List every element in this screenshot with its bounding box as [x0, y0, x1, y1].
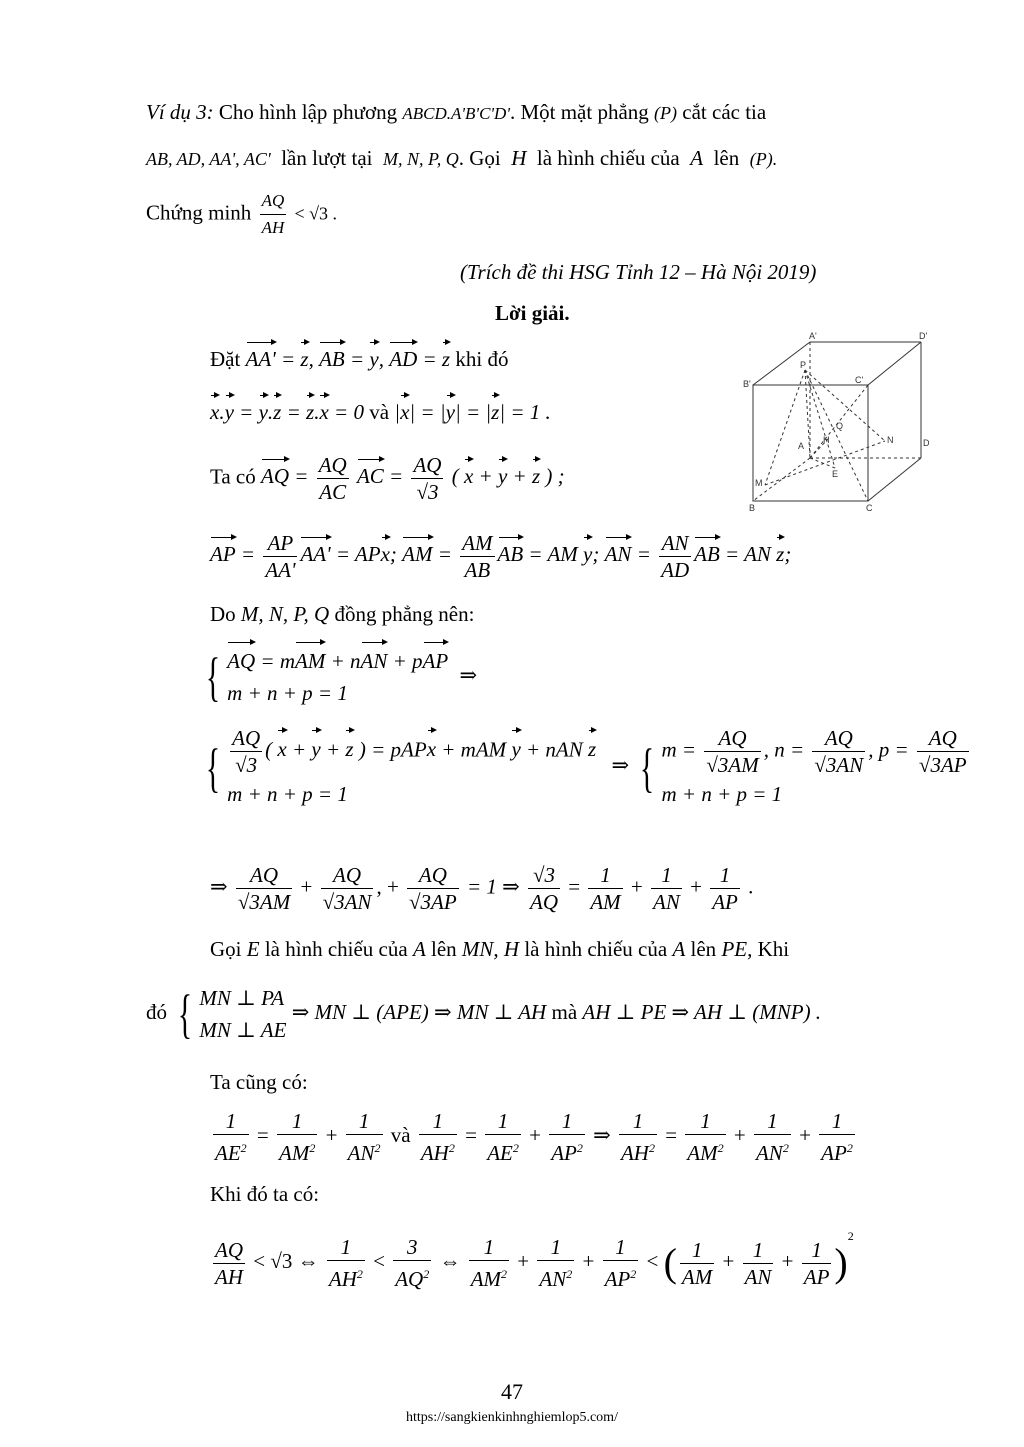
- step-text: lên: [431, 937, 457, 961]
- step-text: Ta có: [210, 464, 256, 489]
- label-a-prime: A': [809, 331, 817, 341]
- cube-name: ABCD.A'B'C'D': [402, 104, 510, 123]
- cube-figure: [735, 325, 935, 515]
- plane-name: (P): [654, 103, 678, 123]
- step-text: đó: [146, 999, 167, 1024]
- step-text: Do: [210, 602, 236, 626]
- step-text: Đặt: [210, 347, 241, 371]
- problem-line-3: [146, 188, 337, 241]
- label-b-prime: B': [743, 379, 751, 389]
- label-e: E: [832, 469, 839, 479]
- points: M, N, P, Q: [383, 149, 459, 169]
- step-9: Ta cũng có:: [210, 1070, 308, 1094]
- step-text: là hình chiếu của: [264, 937, 408, 961]
- label-m: M: [755, 478, 763, 488]
- problem-text: cắt các tia: [682, 100, 767, 124]
- footer-url[interactable]: https://sangkienkinhnghiemlop5.com/: [406, 1410, 618, 1425]
- step-2: x.y = y.z = z.x = 0 và |x| = |y| = |z| = 1 .: [210, 400, 551, 424]
- step-text: và: [369, 400, 390, 424]
- example-label: Ví dụ 3:: [146, 100, 214, 124]
- problem-text: . Một mặt phẳng: [509, 100, 649, 124]
- label-h: H: [823, 435, 830, 445]
- problem-text: Chứng minh: [146, 200, 252, 225]
- problem-text: . Gọi: [458, 146, 501, 170]
- problem-line-1: [146, 98, 926, 128]
- point-a: A: [672, 937, 686, 961]
- label-c: C: [866, 503, 873, 513]
- segment: MN, H: [461, 937, 520, 961]
- step-8: đó { MN ⊥ PA MN ⊥ AE ⇒ MN ⊥ (APE) ⇒ MN ⊥ AH mà AH ⊥ PE ⇒ AH ⊥ (MNP) .: [146, 984, 822, 1044]
- point-a: A: [412, 937, 426, 961]
- rays: AB, AD, AA', AC': [146, 149, 271, 169]
- step-text: là hình chiếu của: [524, 937, 668, 961]
- segment: PE,: [721, 937, 753, 961]
- page-number: 47: [501, 1379, 523, 1404]
- plane-name: (P).: [749, 149, 778, 169]
- step-3: Ta có AQ = $\frac{AQ}{AC}$ AC = $\frac{AQ}{√3}$ ( x + y + z ) ;: [210, 453, 565, 504]
- step-1: Đặt AA' = z, AB = y, AD = z khi đó: [210, 347, 509, 371]
- label-p: P: [800, 360, 807, 370]
- ratio-aq-ah: $\frac{AQ}{AH}$: [260, 188, 287, 241]
- label-b: B: [749, 503, 756, 513]
- label-d: D: [923, 438, 930, 448]
- problem-line-2: [146, 144, 777, 173]
- source-citation: (Trích đề thi HSG Tỉnh 12 – Hà Nội 2019): [460, 260, 817, 284]
- step-4: AP = $\frac{AP}{AA'}$ AA' = APx; AM = $\frac{AM}{AB}$ AB = AM y; AN = $\frac{AN}{AD}$ AB = AN z;: [210, 531, 792, 582]
- points: M, N, P, Q: [240, 602, 330, 626]
- label-c-prime: C': [855, 375, 864, 385]
- label-a: A: [798, 441, 805, 451]
- step-11: Khi đó ta có:: [210, 1182, 320, 1206]
- step-text: Gọi: [210, 937, 242, 961]
- problem-text: lần lượt tại: [281, 146, 373, 170]
- step-text: Khi: [757, 937, 790, 961]
- step-12: $\frac{AQ}{AH}$ < √3 ⇔ $\frac{1}{AH^2}$ < $\frac{3}{AQ^2}$ ⇔ $\frac{1}{AM^2}$ + $\frac{1}{AN^2}$ + $\frac{1}{AP^2}$ < ( $\frac{1}{AM}$ + $\frac{1}{AN}$ + $\frac{1}{AP}$ )$^2$: [215, 1229, 854, 1292]
- point-e: E: [246, 937, 260, 961]
- step-7: [210, 935, 926, 963]
- point-a: A: [690, 146, 704, 170]
- ineq-rhs: < √3 .: [294, 203, 338, 224]
- step-text: khi đó: [455, 347, 509, 371]
- step-text: lên: [690, 937, 717, 961]
- problem-text: lên: [713, 146, 740, 170]
- system-1: { AQ = mAM + nAN + pAP m + n + p = 1 ⇒: [205, 647, 478, 707]
- problem-text: Cho hình lập phương: [218, 100, 398, 124]
- label-d-prime: D': [919, 331, 928, 341]
- step-text: đồng phẳng nên:: [334, 602, 475, 626]
- step-text: mà: [551, 999, 578, 1024]
- step-5: [210, 600, 474, 628]
- step-text: và: [390, 1122, 411, 1147]
- solution-title: Lời giải.: [495, 301, 570, 325]
- label-q: Q: [836, 421, 844, 431]
- step-6: ⇒ $\frac{AQ}{√3AM}$ + $\frac{AQ}{√3AN}$ , + $\frac{AQ}{√3AP}$ = 1 ⇒ $\frac{√3}{AQ}$ = $\frac{1}{AM}$ + $\frac{1}{AN}$ + $\frac{1}{AP}$ .: [210, 863, 754, 914]
- label-n: N: [887, 435, 894, 445]
- step-10: $\frac{1}{AE^2}$ = $\frac{1}{AM^2}$ + $\frac{1}{AN^2}$ và $\frac{1}{AH^2}$ = $\frac{1}{AE^2}$ + $\frac{1}{AP^2}$ ⇒ $\frac{1}{AH^2}$ = $\frac{1}{AM^2}$ + $\frac{1}{AN^2}$ + $\frac{1}{AP^2}$: [215, 1109, 853, 1165]
- problem-text: là hình chiếu của: [536, 146, 680, 170]
- point-h: H: [511, 146, 527, 170]
- system-2: { $\frac{AQ}{√3}$ ( x + y + z ) = pAPx + mAM y + nAN z m + n + p = 1 ⇒ { m = $\frac{AQ}{√3AM}$ , n = $\frac{AQ}{√3AN}$ , p = $\frac{AQ}{√3AP}$ m + n + p = 1: [205, 726, 967, 806]
